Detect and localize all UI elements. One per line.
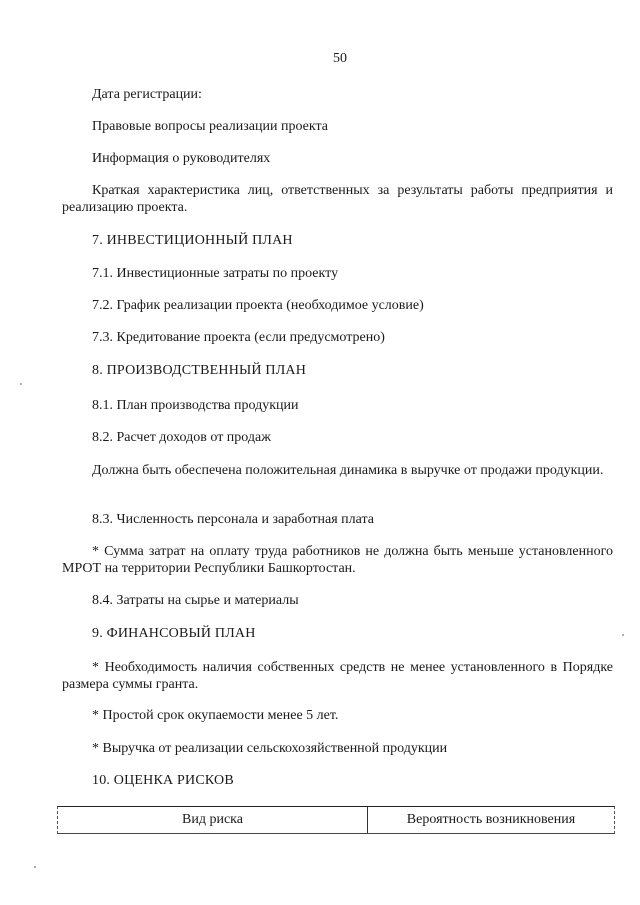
section-9-heading: 9. ФИНАНСОВЫЙ ПЛАН [92, 626, 256, 641]
legal-issues-heading: Правовые вопросы реализации проекта [92, 119, 328, 134]
section-8-4: 8.4. Затраты на сырье и материалы [92, 593, 299, 608]
section-9-note-3: * Выручка от реализации сельскохозяйственной продукции [92, 741, 448, 756]
section-7-heading: 7. ИНВЕСТИЦИОННЫЙ ПЛАН [92, 233, 293, 248]
section-7-2: 7.2. График реализации проекта (необходимое условие) [92, 298, 424, 313]
page-number: 50 [333, 51, 347, 66]
section-8-2: 8.2. Расчет доходов от продаж [92, 430, 271, 445]
section-8-3-note: * Сумма затрат на оплату труда работников не должна быть меньше установленного МРОТ на территории Республики Башкортостан. [62, 544, 613, 576]
section-9-note-1: * Необходимость наличия собственных средств не менее установленного в Порядке размера суммы гранта. [62, 660, 613, 692]
section-8-1: 8.1. План производства продукции [92, 398, 299, 413]
risk-table [57, 806, 615, 834]
section-8-3: 8.3. Численность персонала и заработная плата [92, 512, 374, 527]
section-7-3: 7.3. Кредитование проекта (если предусмотрено) [92, 330, 385, 345]
risk-probability-column-header: Вероятность возникновения [406, 812, 576, 827]
section-10-heading: 10. ОЦЕНКА РИСКОВ [92, 773, 234, 788]
section-8-2-note: Должна быть обеспечена положительная динамика в выручке от продажи продукции. [92, 463, 604, 478]
scan-speck [20, 383, 22, 385]
registration-date-label: Дата регистрации: [92, 87, 202, 102]
section-8-heading: 8. ПРОИЗВОДСТВЕННЫЙ ПЛАН [92, 363, 307, 378]
risk-type-column-header: Вид риска [58, 807, 368, 833]
scan-speck [34, 866, 36, 868]
section-9-note-2: * Простой срок окупаемости менее 5 лет. [92, 708, 339, 723]
managers-info-heading: Информация о руководителях [92, 151, 271, 166]
scan-speck [622, 634, 624, 636]
managers-description: Краткая характеристика лиц, ответственных за результаты работы предприятия и реализацию проекта. [62, 183, 613, 215]
section-7-1: 7.1. Инвестиционные затраты по проекту [92, 266, 339, 281]
